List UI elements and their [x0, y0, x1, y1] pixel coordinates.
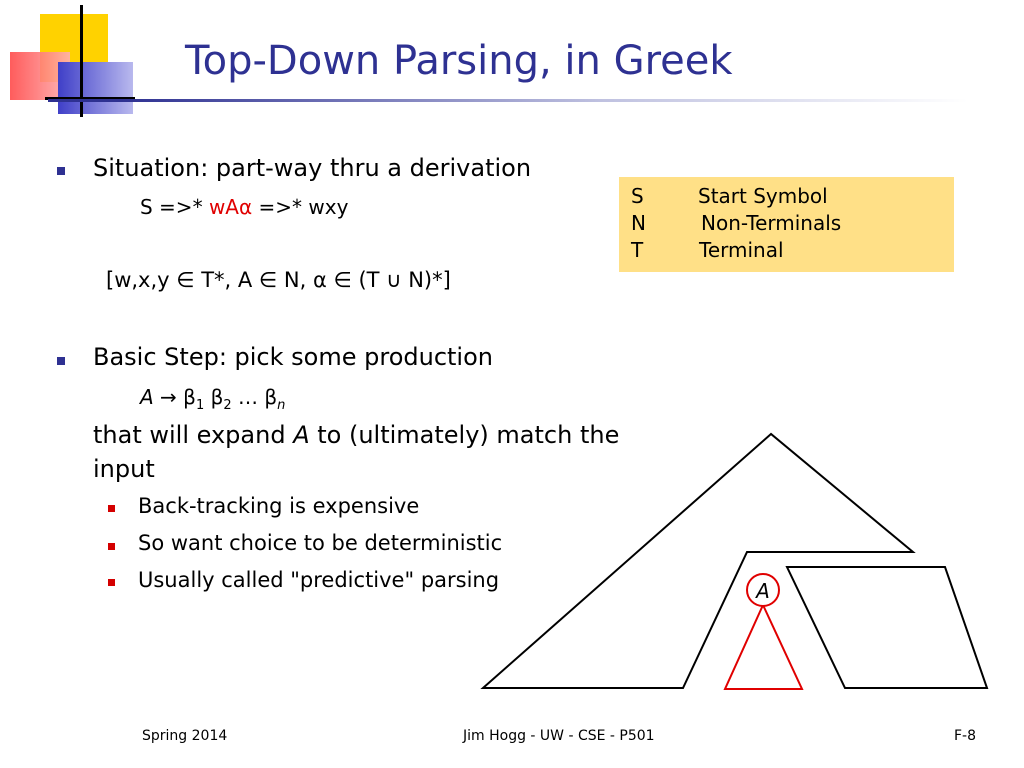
legend-meaning: Terminal — [699, 238, 784, 262]
sub-bullet-backtracking: Back-tracking is expensive — [138, 494, 420, 518]
legend-symbol: S — [631, 184, 644, 208]
legend-symbol: T — [631, 238, 644, 262]
legend-meaning: Start Symbol — [698, 184, 828, 208]
sub-bullet-predictive: Usually called "predictive" parsing — [138, 568, 500, 592]
production-arrow: → β — [153, 385, 196, 409]
expand-line-2: input — [93, 455, 155, 483]
footer-slide-number: F-8 — [954, 728, 977, 744]
production-lhs: A — [140, 385, 154, 409]
sub-bullet-deterministic: So want choice to be deterministic — [138, 531, 503, 555]
expand-var: A — [293, 421, 310, 449]
bullet-situation: Situation: part-way thru a derivation — [93, 154, 532, 182]
expand-text: that will expand — [93, 421, 294, 449]
expand-text-tail: to (ultimately) match the — [309, 421, 620, 449]
derivation-highlight: wAα — [208, 195, 253, 219]
derivation-constraints: [w,x,y ∈ T*, A ∈ N, α ∈ (T ∪ N)*] — [106, 268, 451, 292]
subtree-triangle — [725, 605, 802, 689]
derivation-suffix: =>* wxy — [252, 195, 349, 219]
parsed-region-shape — [483, 434, 913, 688]
legend-symbol: N — [631, 211, 646, 235]
bullet-basic-step: Basic Step: pick some production — [93, 343, 493, 371]
legend-meaning: Non-Terminals — [701, 211, 842, 235]
beta2: β — [204, 385, 224, 409]
node-label: A — [756, 579, 770, 603]
ellipsis: … β — [231, 385, 278, 409]
beta2-subscript: 2 — [223, 398, 232, 413]
footer-center: Jim Hogg - UW - CSE - P501 — [463, 728, 655, 744]
derivation-prefix: S =>* — [140, 195, 209, 219]
betan-subscript: n — [277, 398, 286, 413]
footer-left: Spring 2014 — [142, 728, 228, 744]
remaining-input-shape — [787, 567, 987, 688]
page-title: Top-Down Parsing, in Greek — [185, 38, 733, 84]
beta1-subscript: 1 — [195, 398, 205, 413]
